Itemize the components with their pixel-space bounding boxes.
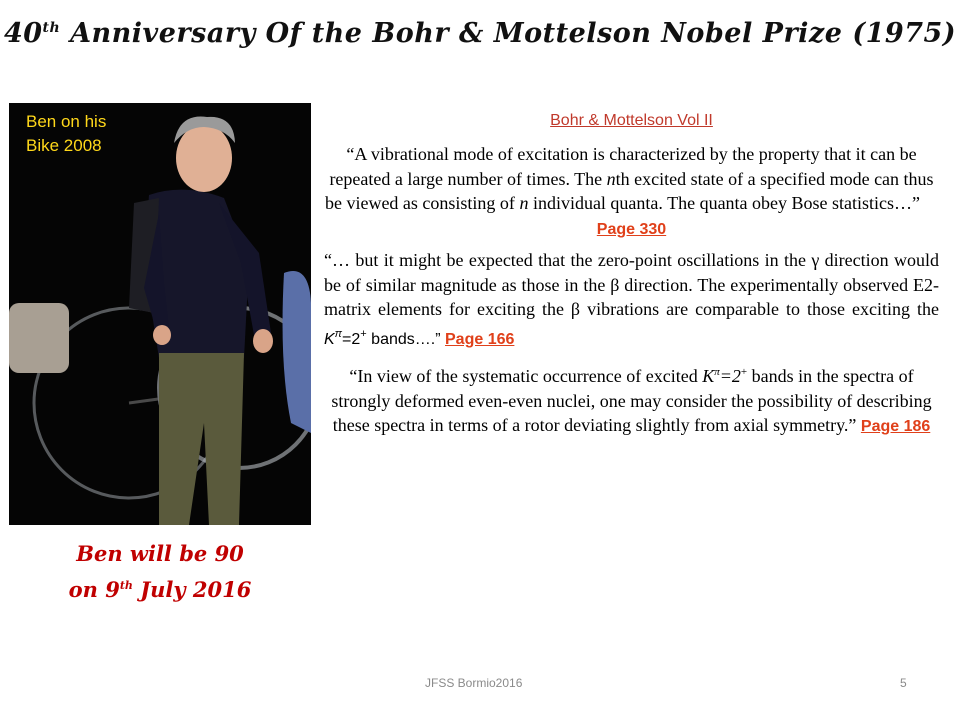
quote-page-330: “A vibrational mode of excitation is characterized by the property that it can be repeated a large number of times. The nth excited state of a specified mode can thus be viewed as consisting of n individual quanta. The quanta obey Bose statistics…” Page 330 <box>324 144 939 238</box>
birthday-line-2: on 9th July 2016 <box>68 577 252 602</box>
footer-page-number: 5 <box>900 676 907 690</box>
page-186-link[interactable]: Page 186 <box>860 418 931 435</box>
photo-illustration <box>9 103 311 525</box>
page-166-link[interactable]: Page 166 <box>445 330 515 348</box>
page-330-link[interactable]: Page 330 <box>596 220 667 238</box>
quote-page-166: “… but it might be expected that the zero-point oscillations in the γ direction would be of similar magnitude as those in the β direction. The experimentally observed E2-matrix elements for exciting the β vibrations are comparable to those exciting the $K^\pi=2^+$ bands….” Page 166 <box>324 250 939 348</box>
footer-event: JFSS Bormio2016 <box>425 676 523 690</box>
birthday-note <box>40 538 280 606</box>
photo-ben-on-bike <box>9 103 311 525</box>
photo-caption <box>26 110 176 158</box>
photo-caption-line-2: Bike 2008 <box>26 136 102 155</box>
quotes-panel <box>324 108 939 440</box>
quote-page-186: “In view of the systematic occurrence of excited $K^\pi=2^+$ bands in the spectra of strongly deformed even-even nuclei, one may consider the possibility of describing these spectra in terms of a rotor deviating slightly from axial symmetry.” Page 186 <box>331 366 932 435</box>
photo-caption-line-1: Ben on his <box>26 112 107 131</box>
birthday-line-1: Ben will be 90 <box>76 541 244 566</box>
slide-title: 40th Anniversary Of the Bohr & Mottelson Nobel Prize (1975) <box>3 18 957 49</box>
reference-heading-link[interactable]: Bohr & Mottelson Vol II <box>550 112 713 129</box>
